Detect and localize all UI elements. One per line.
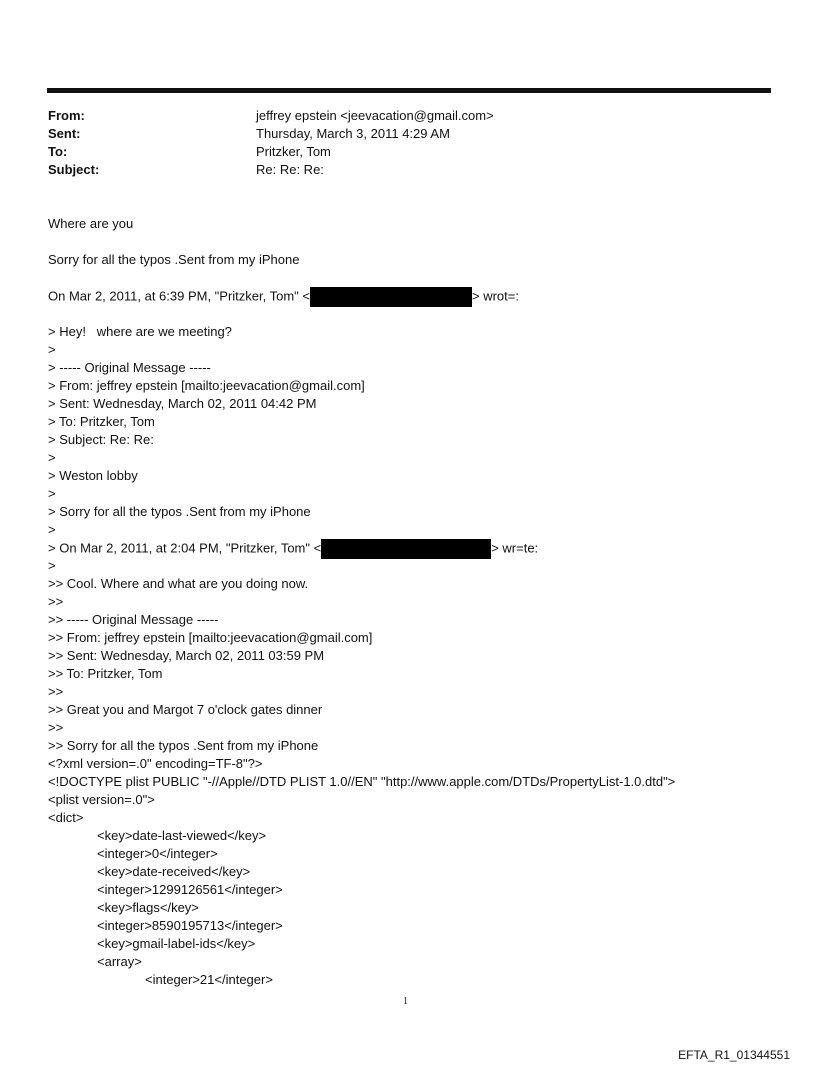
body-line: > Subject: Re: Re: bbox=[48, 432, 154, 447]
body-line: <key>gmail-label-ids</key> bbox=[97, 936, 256, 951]
body-line: <integer>1299126561</integer> bbox=[97, 882, 283, 897]
body-line: > Hey! where are we meeting? bbox=[48, 324, 232, 339]
subject-value: Re: Re: Re: bbox=[256, 162, 324, 177]
body-line: <dict> bbox=[48, 810, 84, 825]
body-line: Where are you bbox=[48, 216, 134, 231]
redaction-block bbox=[310, 287, 472, 307]
body-line: > Weston lobby bbox=[48, 468, 138, 483]
subject-label: Subject: bbox=[48, 162, 100, 177]
body-line-part: > wr=te: bbox=[491, 540, 539, 556]
body-line: >> From: jeffrey epstein [mailto:jeevacation@gmail.com] bbox=[48, 630, 373, 645]
body-line: >> bbox=[48, 720, 64, 735]
bates-number: EFTA_R1_01344551 bbox=[678, 1048, 790, 1062]
body-line: <integer>21</integer> bbox=[145, 972, 273, 987]
body-line: <integer>8590195713</integer> bbox=[97, 918, 283, 933]
page-number: 1 bbox=[403, 996, 408, 1007]
from-value: jeffrey epstein <jeevacation@gmail.com> bbox=[256, 108, 494, 123]
body-line: <!DOCTYPE plist PUBLIC "-//Apple//DTD PLIST 1.0//EN" "http://www.apple.com/DTDs/PropertyList-1.0.dtd"> bbox=[48, 774, 676, 789]
body-line: > bbox=[48, 342, 56, 357]
sent-label: Sent: bbox=[48, 126, 81, 141]
body-line: >> ----- Original Message ----- bbox=[48, 612, 219, 627]
body-line: >> bbox=[48, 684, 64, 699]
to-value: Pritzker, Tom bbox=[256, 144, 331, 159]
body-line: <plist version=.0"> bbox=[48, 792, 155, 807]
body-line: > From: jeffrey epstein [mailto:jeevacation@gmail.com] bbox=[48, 378, 365, 393]
body-line: <key>date-last-viewed</key> bbox=[97, 828, 267, 843]
body-line bbox=[48, 287, 519, 307]
body-line: > bbox=[48, 450, 56, 465]
body-line: > bbox=[48, 558, 56, 573]
body-line: >> Great you and Margot 7 o'clock gates dinner bbox=[48, 702, 323, 717]
sent-value: Thursday, March 3, 2011 4:29 AM bbox=[256, 126, 450, 141]
body-line-part: > wrot=: bbox=[472, 288, 519, 304]
body-line: <key>flags</key> bbox=[97, 900, 199, 915]
body-line: >> Sorry for all the typos .Sent from my iPhone bbox=[48, 738, 319, 753]
redaction-block bbox=[321, 539, 491, 559]
body-line bbox=[48, 539, 538, 559]
body-line: <array> bbox=[97, 954, 142, 969]
body-line: >> bbox=[48, 594, 64, 609]
body-line: <key>date-received</key> bbox=[97, 864, 251, 879]
to-label: To: bbox=[48, 144, 68, 159]
body-line: <?xml version=.0" encoding=TF-8"?> bbox=[48, 756, 263, 771]
body-line: > bbox=[48, 522, 56, 537]
body-line: <integer>0</integer> bbox=[97, 846, 218, 861]
body-line: Sorry for all the typos .Sent from my iPhone bbox=[48, 252, 300, 267]
body-line: > ----- Original Message ----- bbox=[48, 360, 211, 375]
body-line: > Sorry for all the typos .Sent from my iPhone bbox=[48, 504, 311, 519]
body-line-part: > On Mar 2, 2011, at 2:04 PM, "Pritzker, Tom" < bbox=[48, 540, 322, 556]
from-label: From: bbox=[48, 108, 85, 123]
body-line-part: On Mar 2, 2011, at 6:39 PM, "Pritzker, Tom" < bbox=[48, 288, 310, 304]
body-line: > Sent: Wednesday, March 02, 2011 04:42 PM bbox=[48, 396, 317, 411]
body-line: >> To: Pritzker, Tom bbox=[48, 666, 163, 681]
body-line: > bbox=[48, 486, 56, 501]
header-rule bbox=[47, 88, 771, 93]
body-line: >> Cool. Where and what are you doing now. bbox=[48, 576, 309, 591]
body-line: > To: Pritzker, Tom bbox=[48, 414, 155, 429]
body-line: >> Sent: Wednesday, March 02, 2011 03:59 PM bbox=[48, 648, 325, 663]
